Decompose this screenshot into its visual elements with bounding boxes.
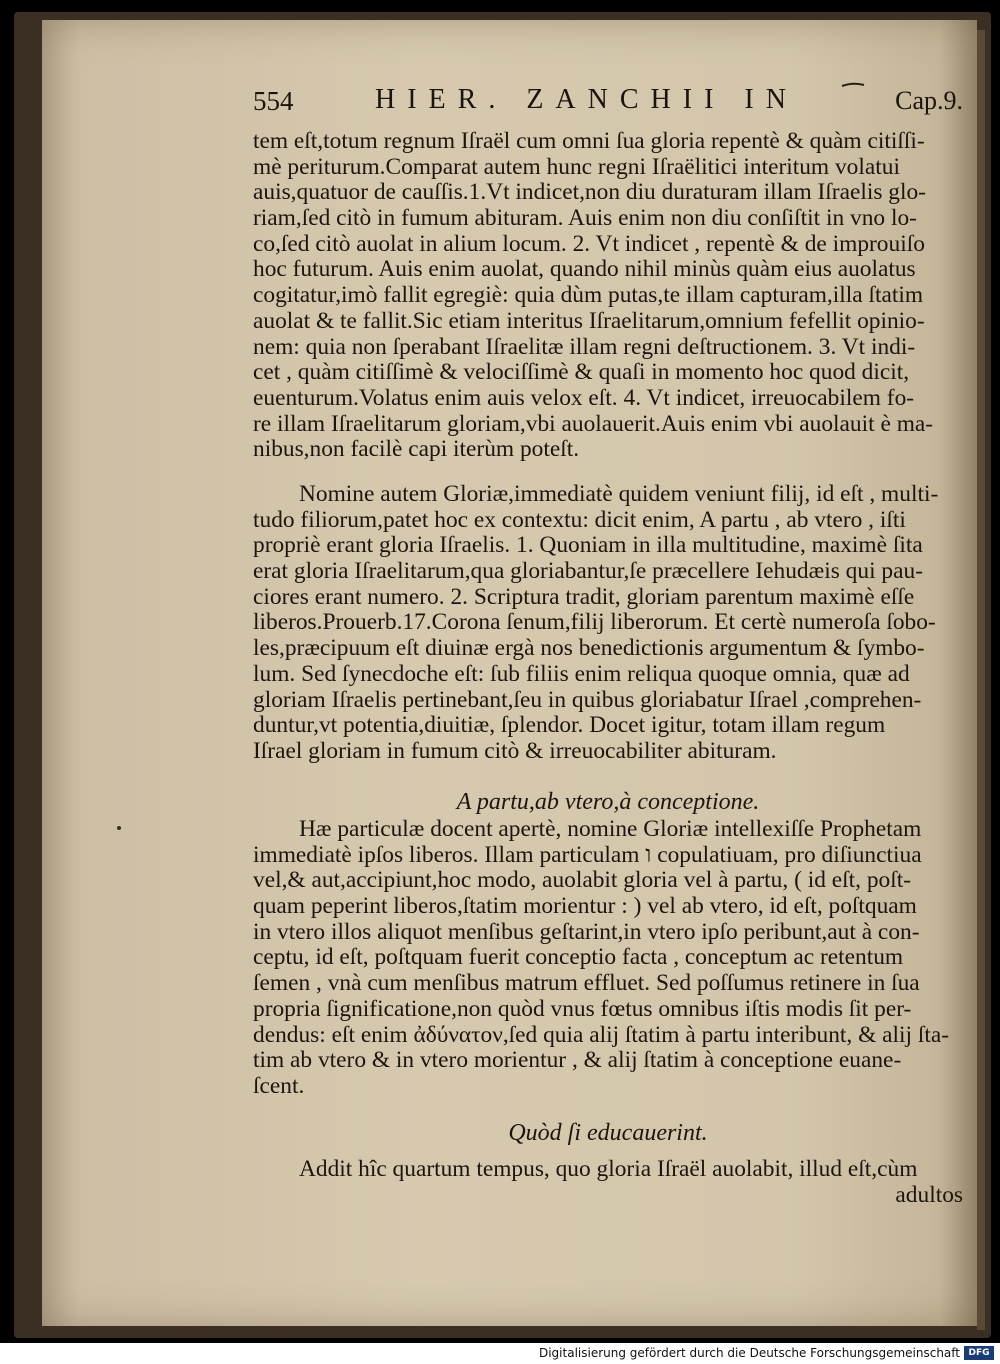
text-line: ceptu, id eſt, poſtquam fuerit conceptio facta , conceptum ac retentum xyxy=(253,944,904,971)
text-line: vel,& aut,accipiunt,hoc modo, auolabit gloria vel à partu, ( id eſt, poſt- xyxy=(253,867,911,894)
text-line: ſcent. xyxy=(253,1072,305,1099)
text-line: co,ſed citò auolat in alium locum. 2. Vt indicet , repentè & de improuiſo xyxy=(253,230,925,257)
paragraph-3 xyxy=(253,817,963,1100)
page-edge xyxy=(977,30,985,1330)
text-line: ſemen , vnà cum menſibus matrum effluet. Sed poſſumus retinere in ſua xyxy=(253,970,920,997)
ink-spot xyxy=(117,826,121,830)
text-line: mè periturum.Comparat autem hunc regni Iſraëlitici interitum volatui xyxy=(253,153,900,180)
text-line: Iſrael gloriam in fumum citò & irreuocabiliter abituram. xyxy=(253,737,777,764)
page-number: 554 xyxy=(253,86,294,116)
text-line: tem eſt,totum regnum Iſraël cum omni ſua gloria repentè & quàm citiſſi- xyxy=(253,128,925,154)
text-line: in vtero illos aliquot menſibus geſtarint,in vtero ipſo peribunt,aut à con- xyxy=(253,918,920,945)
paragraph-1 xyxy=(253,129,963,463)
text-line: nibus,non facilè capi iterùm poteſt. xyxy=(253,436,580,463)
text-line: lum. Sed ſynecdoche eſt: ſub filiis enim reliqua quoque omnia, quæ ad xyxy=(253,660,910,687)
text-line: les,præcipuum eſt diuinæ ergà nos benedictionis argumentum & ſymbo- xyxy=(253,635,925,662)
text-line: erat gloria Iſraelitarum,qua gloriabantur,ſe præcellere Iehudæis qui pau- xyxy=(253,558,923,585)
footer-bar xyxy=(0,1343,1000,1364)
text-line: duntur,vt potentia,diuitiæ, ſplendor. Docet igitur, totam illam regum xyxy=(253,712,886,739)
ink-mark xyxy=(841,82,865,88)
text-line: tim ab vtero & in vtero morientur , & alij ſtatim à conceptione euane- xyxy=(253,1047,902,1074)
text-line: nem: quia non ſperabant Iſraelitæ illam regni deſtructionem. 3. Vt indi- xyxy=(253,333,916,360)
text-line: Nomine autem Gloriæ,immediatè quidem veniunt filij, id eſt , multi- xyxy=(299,481,939,507)
text-line: dendus: eſt enim ἀδύνατον,ſed quia alij ſtatim à partu interibunt, & alij ſta- xyxy=(253,1021,950,1048)
text-line: re illam Iſraelitarum gloriam,vbi auolauerit.Auis enim vbi auolauit è ma- xyxy=(253,410,934,437)
running-title: HIER. ZANCHII IN xyxy=(375,84,798,115)
paragraph-2 xyxy=(253,482,963,765)
chapter-reference: Cap.9. xyxy=(895,86,963,115)
text-line: adultos xyxy=(895,1181,963,1208)
text-line: cet , quàm citiſſimè & velociſſimè & quaſi in momento hoc quod dicit, xyxy=(253,359,910,386)
section-heading-2: Quòd ſi educauerint. xyxy=(508,1120,708,1146)
funding-credit: Digitalisierung gefördert durch die Deutsche Forschungsgemeinschaft xyxy=(538,1346,960,1360)
text-line: auis,quatuor de cauſſis.1.Vt indicet,non diu duraturam illam Iſraelis glo- xyxy=(253,179,926,206)
text-line: cogitatur,imò fallit egregiè: quia dùm putas,te illam capturam,illa ſtatim xyxy=(253,282,924,309)
section-heading-1: A partu,ab vtero,à conceptione. xyxy=(456,789,760,815)
text-line: tudo filiorum,patet hoc ex contextu: dicit enim, A partu , ab vtero , iſti xyxy=(253,506,906,533)
text-line: quam peperint liberos,ſtatim morientur : ) vel ab vtero, id eſt, poſtquam xyxy=(253,893,917,920)
dfg-logo: DFG xyxy=(964,1346,994,1360)
text-line: auolat & te fallit.Sic etiam interitus Iſraelitarum,omnium fefellit opinio- xyxy=(253,307,925,334)
text-line: Addit hîc quartum tempus, quo gloria Iſraël auolabit, illud eſt,cùm xyxy=(299,1156,918,1182)
paragraph-4 xyxy=(253,1157,963,1208)
text-line: propria ſignificatione,non quòd vnus fœtus omnibus iſtis modis ſit per- xyxy=(253,995,912,1022)
text-line: euenturum.Volatus enim auis velox eſt. 4. Vt indicet, irreuocabilem fo- xyxy=(253,384,915,411)
running-header xyxy=(253,86,963,120)
text-line: hoc futurum. Auis enim auolat, quando nihil minùs quàm eius auolatus xyxy=(253,256,916,283)
text-line: immediatè ipſos liberos. Illam particulam ו copulatiuam, pro diſiunctiua xyxy=(253,841,922,868)
text-line: liberos.Prouerb.17.Corona ſenum,filij liberorum. Et certè numeroſa ſobo- xyxy=(253,609,936,636)
text-line: ciores erant numero. 2. Scriptura tradit, gloriam parentum maximè eſſe xyxy=(253,583,915,610)
text-line: propriè erant gloria Iſraelis. 1. Quoniam in illa multitudine, maximè ſita xyxy=(253,532,923,559)
text-line: gloriam Iſraelis pertinebant,ſeu in quibus gloriabatur Iſrael ,comprehen- xyxy=(253,686,922,713)
text-line: Hæ particulæ docent apertè, nomine Gloriæ intellexiſſe Prophetam xyxy=(299,816,922,842)
text-line: riam,ſed citò in fumum abituram. Auis enim non diu conſiſtit in vno lo- xyxy=(253,205,917,232)
